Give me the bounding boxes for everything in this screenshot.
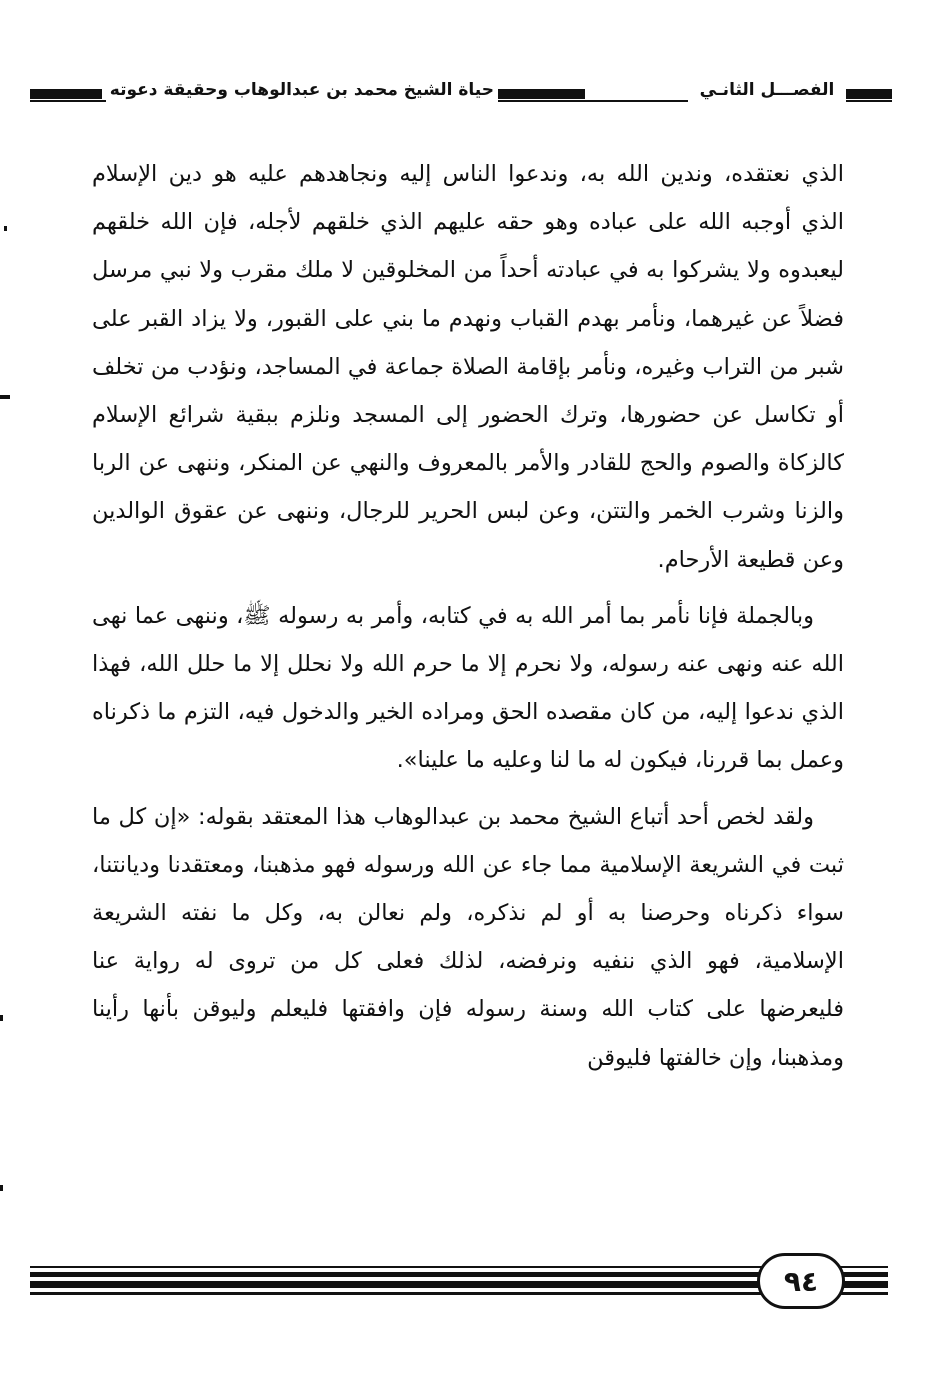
scan-mark <box>0 1015 3 1021</box>
book-title: حياة الشيخ محمد بن عبدالوهاب وحقيقة دعوته <box>106 78 498 102</box>
scan-mark <box>0 1185 3 1191</box>
header-rule-right <box>842 89 892 99</box>
page-number-badge <box>757 1253 845 1309</box>
paragraph-3: ولقد لخص أحد أتباع الشيخ محمد بن عبدالوهاب هذا المعتقد بقوله: «إن كل ما ثبت في الشريعة الإسلامية مما جاء عن الله ورسوله فهو مذهبنا، ومعتقدنا وديانتنا، سواء ذكرناه وحرصنا به أو لم نذكره، ولم نعالن به، وكل ما نفته الشريعة الإسلامية، فهو الذي ننفيه ونرفضه، لذلك فعلى كل من تروى له رواية عنا فليعرضها على كتاب الله وسنة رسوله فإن وافقتها فليعلم وليوقن بأنها رأينا ومذهبنا، وإن خالفتها فليوقن <box>92 803 844 1071</box>
header-rule-middle <box>493 89 585 99</box>
paragraph-2: وبالجملة فإنا نأمر بما أمر الله به في كتابه، وأمر به رسوله ﷺ، وننهى عما نهى الله عنه ونهى عنه رسوله، ولا نحرم إلا ما حرم الله ولا نحلل إلا ما حلل الله، فهذا الذي ندعوا إليه، من كان مقصده الحق ومراده الخير والدخول فيه، التزم ما ذكرناه وعمل بما قررنا، فيكون له ما لنا وعليه ما علينا». <box>92 602 844 774</box>
page-body <box>92 150 844 1082</box>
paragraph-1: الذي نعتقده، وندين الله به، وندعوا الناس إليه ونجاهدهم عليه هو دين الإسلام الذي أوجبه الله على عباده وهو حقه عليهم الذي خلقهم لأجله، فإن الله خلقهم ليعبدوه ولا يشركوا به في عبادته أحداً من المخلوقين لا ملك مقرب ولا نبي مرسل فضلاً عن غيرهما، ونأمر بهدم القباب ونهدم ما بني على القبور، ولا يزاد القبر على شبر من التراب وغيره، ونأمر بإقامة الصلاة جماعة في المساجد، ونؤدب من تخلف أو تكاسل عن حضورها، وترك الحضور إلى المسجد ونلزم ببقية شرائع الإسلام كالزكاة والصوم والحج للقادر والأمر بالمعروف والنهي عن المنكر، وننهى عن الربا والزنا وشرب الخمر والتتن، وعن لبس الحرير للرجال، وننهى عن عقوق الوالدين وعن قطيعة الأرحام. <box>92 161 844 573</box>
page-number: ٩٤ <box>783 1264 819 1298</box>
scan-mark <box>4 226 7 231</box>
chapter-title: الفصـــل الثانـي <box>688 78 846 102</box>
header-rule-left <box>30 89 102 99</box>
scan-mark <box>0 395 10 399</box>
